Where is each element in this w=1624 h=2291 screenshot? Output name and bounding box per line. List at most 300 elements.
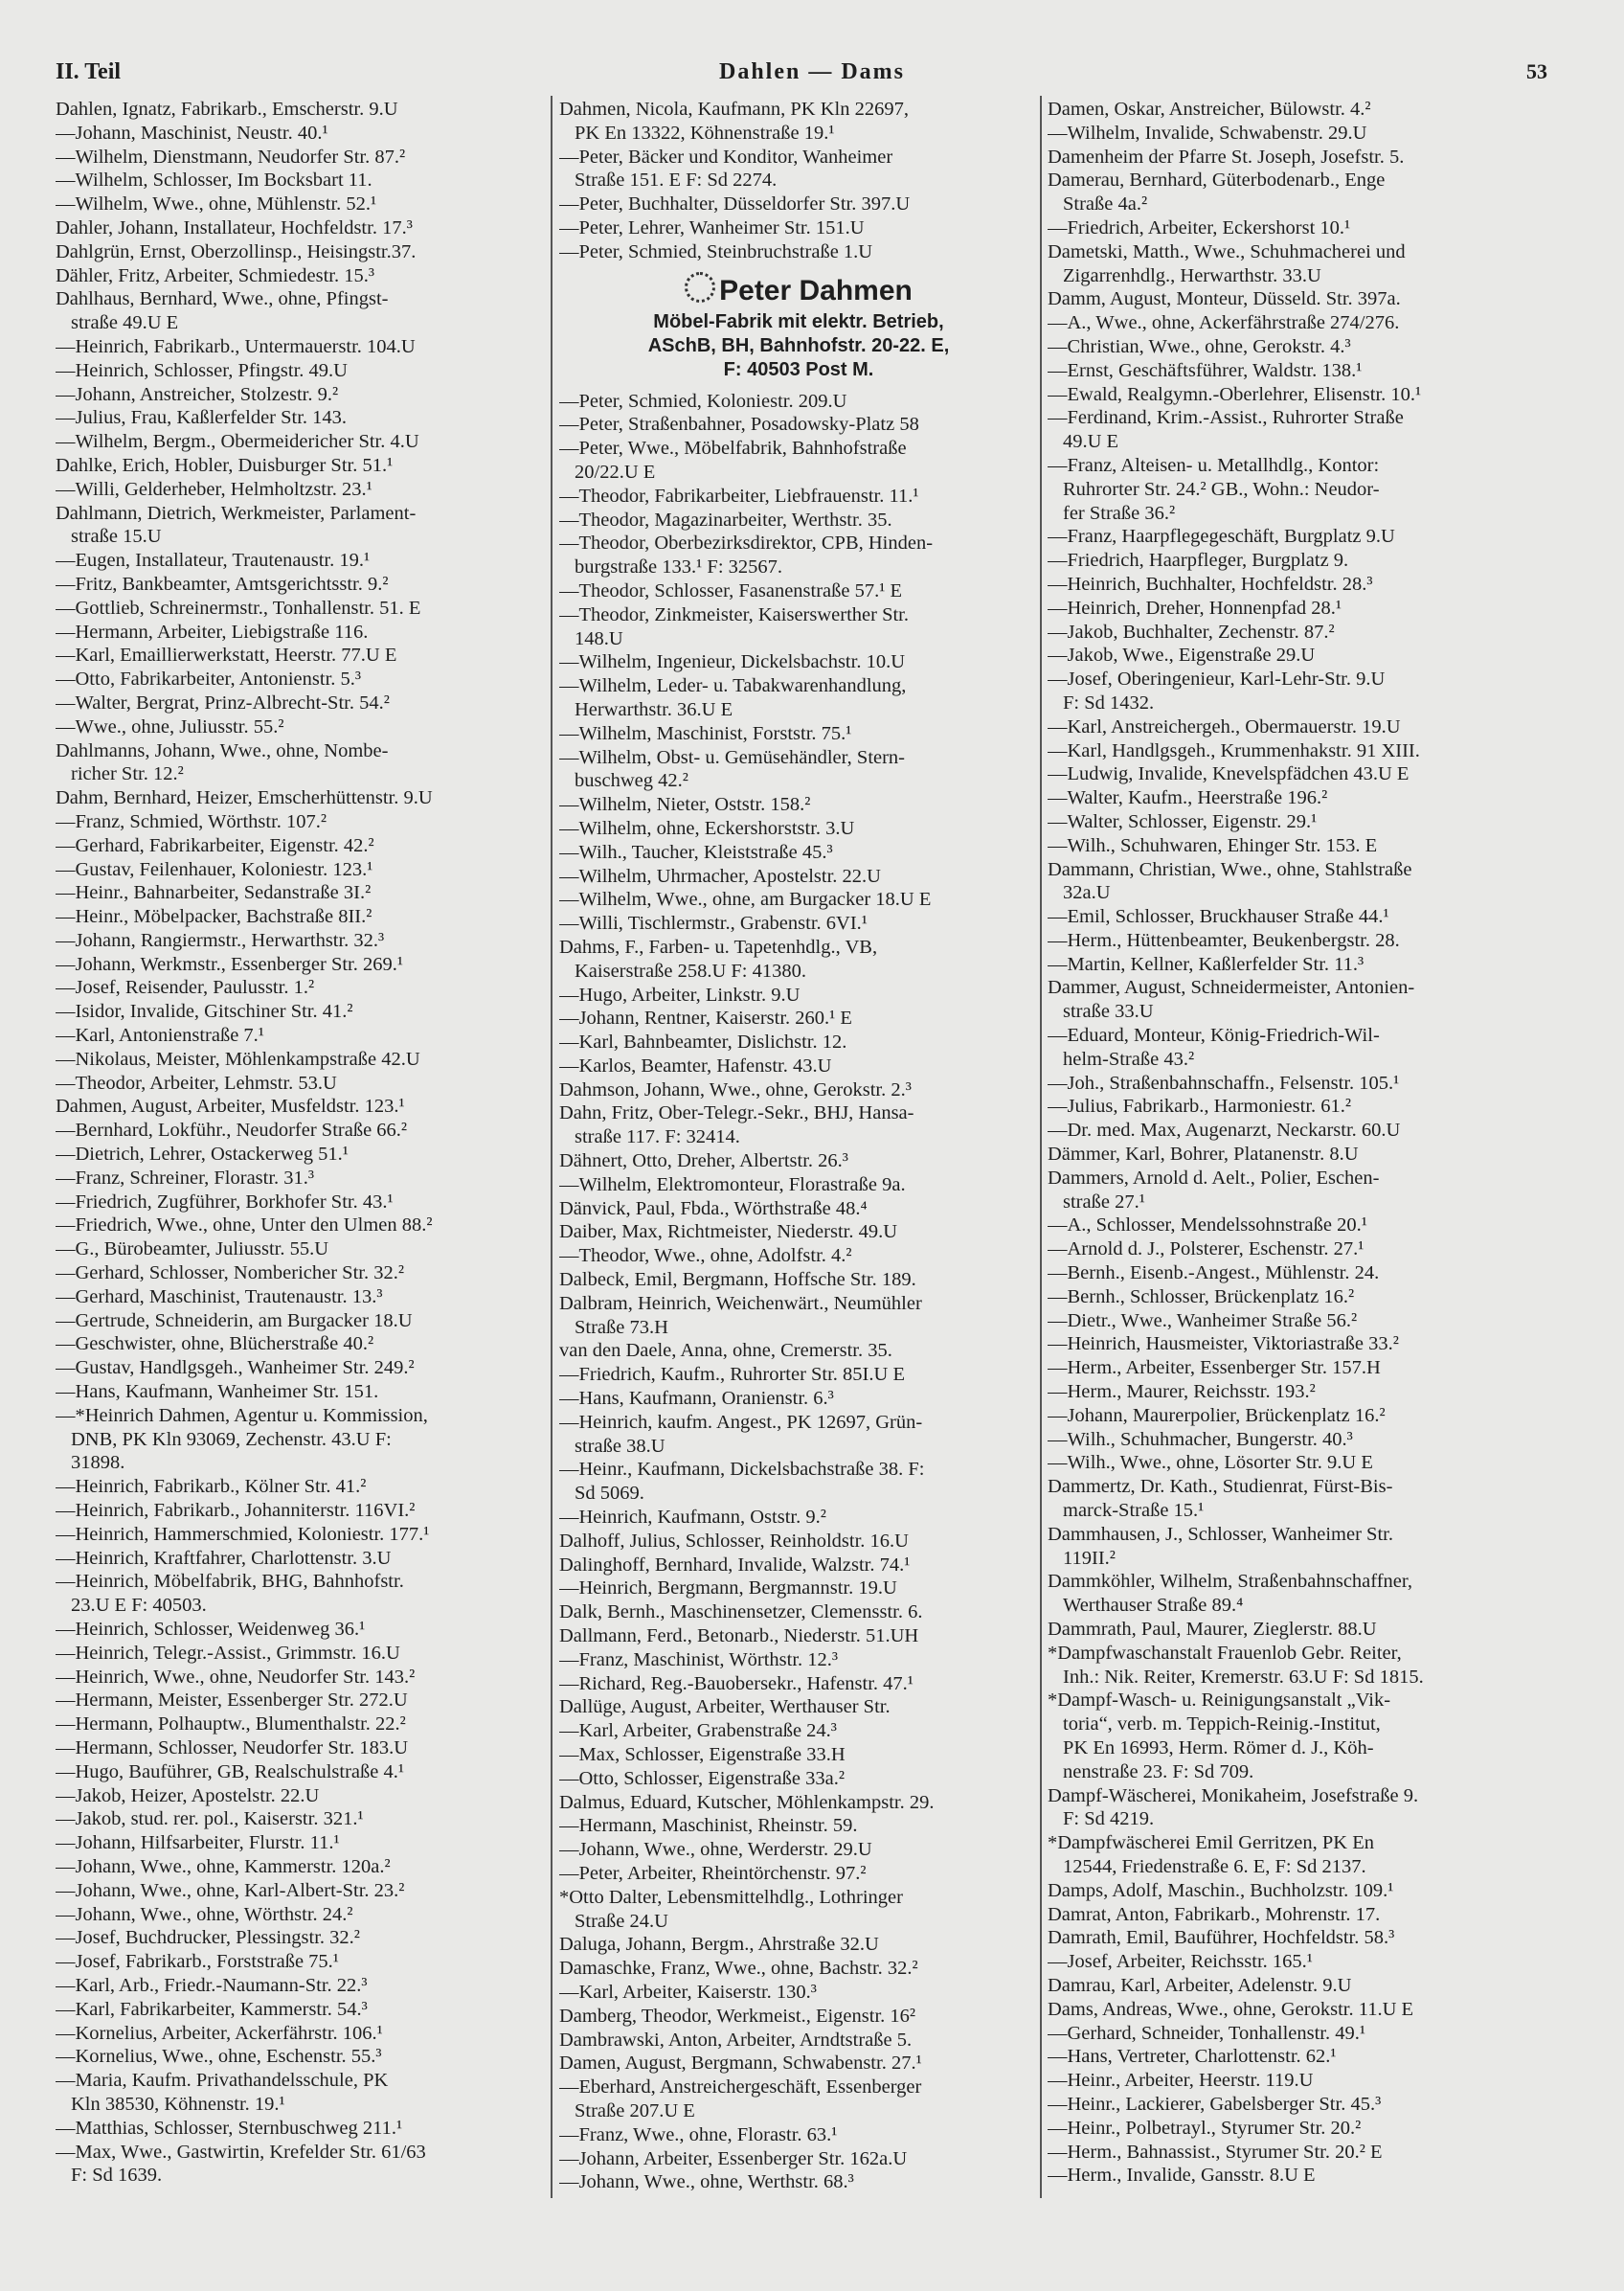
entry-line: Dahlke, Erich, Hobler, Duisburger Str. 51.¹ xyxy=(56,454,394,476)
directory-entry xyxy=(56,1689,546,1713)
directory-entry xyxy=(559,1007,1038,1031)
directory-entry xyxy=(559,1244,1038,1268)
directory-entry xyxy=(56,478,546,502)
directory-entry xyxy=(559,437,1038,485)
directory-entry xyxy=(56,1998,546,2022)
entry-continuation-line: helm-Straße 43.² xyxy=(1063,1048,1195,1070)
directory-entry xyxy=(56,1167,546,1191)
directory-entry xyxy=(559,1101,1038,1149)
entry-line: Dahlmann, Dietrich, Werkmeister, Parlament- xyxy=(56,502,417,524)
directory-entry xyxy=(56,929,546,953)
directory-entry xyxy=(1048,1950,1580,1974)
entry-line: Dämmer, Karl, Bohrer, Platanenstr. 8.U xyxy=(1048,1144,1359,1166)
directory-entry xyxy=(56,1072,546,1096)
directory-entry xyxy=(559,722,1038,746)
entry-line: —Bernhard, Lokführ., Neudorfer Straße 66.² xyxy=(56,1120,408,1142)
entry-line: —Heinrich, Hammerschmied, Koloniestr. 177.¹ xyxy=(56,1523,430,1545)
directory-entry xyxy=(1048,1570,1580,1618)
directory-entry xyxy=(559,1149,1038,1173)
entry-line: —Wilhelm, Dienstmann, Neudorfer Str. 87.² xyxy=(56,146,406,168)
directory-entry xyxy=(559,936,1038,984)
directory-entry xyxy=(1048,1072,1580,1096)
entry-line: —Herm., Arbeiter, Essenberger Str. 157.H xyxy=(1048,1357,1381,1379)
entry-continuation-line: straße 33.U xyxy=(1063,1001,1154,1023)
entry-line: —Theodor, Wwe., ohne, Adolfstr. 4.² xyxy=(559,1245,852,1267)
directory-entry xyxy=(559,2147,1038,2171)
entry-line: —Gerhard, Maschinist, Trautenaustr. 13.³ xyxy=(56,1285,383,1307)
entry-line: Damrat, Anton, Fabrikarb., Mohrenstr. 17. xyxy=(1048,1903,1381,1925)
directory-entry xyxy=(1048,2141,1580,2165)
entry-line: —Heinrich, Kaufmann, Oststr. 9.² xyxy=(559,1507,826,1529)
ad-line: ASchB, BH, Bahnhofstr. 20-22. E, xyxy=(647,334,950,356)
directory-entry xyxy=(1048,597,1580,621)
directory-entry xyxy=(56,810,546,834)
entry-line: *Dampfwaschanstalt Frauenlob Gebr. Reiter, xyxy=(1048,1642,1402,1664)
directory-entry xyxy=(1048,1618,1580,1642)
entry-line: —Karl, Bahnbeamter, Dislichstr. 12. xyxy=(559,1032,847,1054)
entry-line: —Wilhelm, Nieter, Oststr. 158.² xyxy=(559,794,811,816)
entry-continuation-line: straße 15.U xyxy=(71,526,162,548)
directory-entry xyxy=(559,579,1038,603)
directory-entry xyxy=(559,1363,1038,1387)
entry-line: —Fritz, Bankbeamter, Amtsgerichtsstr. 9.² xyxy=(56,573,389,595)
directory-entry xyxy=(559,2076,1038,2123)
entry-line: —Theodor, Arbeiter, Lehmstr. 53.U xyxy=(56,1072,337,1094)
ad-line: Möbel-Fabrik mit elektr. Betrieb, xyxy=(653,310,944,332)
directory-entry xyxy=(56,1475,546,1499)
directory-entry xyxy=(56,383,546,407)
entry-continuation-line: 20/22.U E xyxy=(575,461,656,483)
directory-entry xyxy=(56,1784,546,1808)
entry-line: —Peter, Bäcker und Konditor, Wanheimer xyxy=(559,146,893,168)
entry-line: —Hermann, Arbeiter, Liebigstraße 116. xyxy=(56,621,369,643)
directory-entry xyxy=(56,1214,546,1237)
directory-entry xyxy=(56,359,546,383)
entry-line: —Jakob, Buchhalter, Zechenstr. 87.² xyxy=(1048,621,1335,643)
directory-entry xyxy=(559,509,1038,533)
entry-line: —Peter, Arbeiter, Rheintörchenstr. 97.² xyxy=(559,1862,867,1884)
entry-line: —Martin, Kellner, Kaßlerfelder Str. 11.³ xyxy=(1048,953,1365,975)
directory-entry xyxy=(559,674,1038,722)
entry-line: —Herm., Maurer, Reichsstr. 193.² xyxy=(1048,1381,1316,1403)
entry-line: —Franz, Maschinist, Wörthstr. 12.³ xyxy=(559,1648,839,1670)
entry-line: *Dampf-Wasch- u. Reinigungsanstalt „Vik- xyxy=(1048,1690,1391,1712)
directory-entry xyxy=(56,2141,546,2189)
directory-entry xyxy=(1048,1309,1580,1333)
entry-line: —Heinrich, Hausmeister, Viktoriastraße 33.² xyxy=(1048,1333,1399,1355)
directory-entry xyxy=(1048,1974,1580,1998)
directory-entry xyxy=(1048,786,1580,810)
directory-entry xyxy=(56,1356,546,1380)
entry-line: —Johann, Anstreicher, Stolzestr. 9.² xyxy=(56,383,339,405)
entry-line: —Gustav, Feilenhauer, Koloniestr. 123.¹ xyxy=(56,858,373,880)
entry-line: *Dampfwäscherei Emil Gerritzen, PK En xyxy=(1048,1832,1374,1854)
entry-line: —Jakob, Wwe., Eigenstraße 29.U xyxy=(1048,645,1316,667)
entry-line: —Hermann, Schlosser, Neudorfer Str. 183.U xyxy=(56,1736,409,1758)
directory-entry xyxy=(559,1458,1038,1506)
directory-entry xyxy=(559,1719,1038,1743)
directory-entry xyxy=(559,240,1038,264)
entry-line: Dahlhaus, Bernhard, Wwe., ohne, Pfingst- xyxy=(56,288,389,310)
advertisement-peter-dahmen xyxy=(559,272,1038,382)
entry-line: Dahlgrün, Ernst, Oberzollinsp., Heisingstr.37. xyxy=(56,240,417,262)
entry-line: —Peter, Lehrer, Wanheimer Str. 151.U xyxy=(559,216,865,238)
entry-line: —Johann, Wwe., ohne, Wörthstr. 24.² xyxy=(56,1903,353,1925)
entry-continuation-line: toria“, verb. m. Teppich-Reinig.-Institut, xyxy=(1063,1713,1381,1735)
entry-line: Damen, August, Bergmann, Schwabenstr. 27.¹ xyxy=(559,2053,922,2075)
entry-line: —Hermann, Maschinist, Rheinstr. 59. xyxy=(559,1815,858,1837)
directory-entry xyxy=(56,1499,546,1523)
entry-line: —Franz, Schmied, Wörthstr. 107.² xyxy=(56,810,327,832)
column-divider xyxy=(1040,96,1042,2198)
entry-line: —Heinr., Kaufmann, Dickelsbachstraße 38. F: xyxy=(559,1459,925,1481)
entry-line: Dahmson, Johann, Wwe., ohne, Gerokstr. 2.³ xyxy=(559,1078,912,1100)
directory-entry xyxy=(559,2170,1038,2194)
directory-entry xyxy=(559,1648,1038,1672)
entry-line: —Franz, Alteisen- u. Metallhdlg., Kontor: xyxy=(1048,454,1380,476)
directory-entry xyxy=(559,1078,1038,1102)
entry-continuation-line: PK En 16993, Herm. Römer d. J., Köh- xyxy=(1063,1736,1374,1758)
directory-entry xyxy=(559,1197,1038,1221)
directory-entry xyxy=(1048,929,1580,953)
entry-continuation-line: Inh.: Nik. Reiter, Kremerstr. 63.U F: Sd 1815. xyxy=(1063,1666,1424,1688)
entry-line: Dammköhler, Wilhelm, Straßenbahnschaffner, xyxy=(1048,1571,1413,1593)
directory-entry xyxy=(56,1191,546,1214)
directory-entry xyxy=(559,1743,1038,1767)
directory-entry xyxy=(56,1666,546,1690)
directory-entry xyxy=(1048,549,1580,573)
entry-line: —G., Bürobeamter, Juliusstr. 55.U xyxy=(56,1238,329,1260)
directory-entry xyxy=(1048,146,1580,170)
entry-continuation-line: 12544, Friedenstraße 6. E, F: Sd 2137. xyxy=(1063,1855,1366,1877)
entry-continuation-line: richer Str. 12.² xyxy=(71,763,184,785)
entry-line: —Wilhelm, Elektromonteur, Florastraße 9a. xyxy=(559,1173,906,1195)
entry-continuation-line: Straße 151. E F: Sd 2274. xyxy=(575,170,778,192)
directory-entry xyxy=(56,1000,546,1024)
entry-continuation-line: F: Sd 4219. xyxy=(1063,1808,1155,1830)
directory-entry xyxy=(1048,383,1580,407)
directory-entry xyxy=(56,1024,546,1048)
entry-line: —Max, Schlosser, Eigenstraße 33.H xyxy=(559,1744,846,1765)
entry-line: —A., Wwe., ohne, Ackerfährstraße 274/276. xyxy=(1048,312,1400,334)
directory-entry xyxy=(1048,2117,1580,2141)
entry-line: —Maria, Kaufm. Privathandelsschule, PK xyxy=(56,2070,389,2092)
entry-line: Dahm, Bernhard, Heizer, Emscherhüttenstr. 9.U xyxy=(56,787,433,809)
directory-column-3 xyxy=(1048,98,1580,2188)
directory-entry xyxy=(559,1339,1038,1363)
entry-line: —Heinrich, Kraftfahrer, Charlottenstr. 3.U xyxy=(56,1547,392,1569)
directory-entry xyxy=(1048,1998,1580,2022)
entry-continuation-line: F: Sd 1432. xyxy=(1063,692,1155,714)
entry-continuation-line: 32a.U xyxy=(1063,882,1111,904)
entry-line: —Wilhelm, Ingenieur, Dickelsbachstr. 10.U xyxy=(559,651,906,673)
entry-line: —*Heinrich Dahmen, Agentur u. Kommission, xyxy=(56,1404,428,1426)
directory-entry xyxy=(1048,715,1580,739)
entry-line: —Karl, Arbeiter, Grabenstraße 24.³ xyxy=(559,1720,837,1742)
part-label: II. Teil xyxy=(56,59,122,84)
directory-entry xyxy=(1048,1332,1580,1356)
entry-line: Dallmann, Ferd., Betonarb., Niederstr. 51.UH xyxy=(559,1625,919,1647)
directory-entry xyxy=(56,881,546,905)
entry-continuation-line: PK En 13322, Köhnenstraße 19.¹ xyxy=(575,122,835,144)
entry-line: Dahmen, Nicola, Kaufmann, PK Kln 22697, xyxy=(559,99,909,120)
entry-line: Damen, Oskar, Anstreicher, Bülowstr. 4.² xyxy=(1048,99,1371,120)
directory-entry xyxy=(1048,240,1580,288)
directory-entry xyxy=(56,240,546,264)
entry-line: —Karl, Arbeiter, Kaiserstr. 130.³ xyxy=(559,1981,817,2003)
entry-line: —Heinrich, Schlosser, Pfingstr. 49.U xyxy=(56,359,348,381)
directory-entry xyxy=(1048,335,1580,359)
entry-line: —Friedrich, Arbeiter, Eckershorst 10.¹ xyxy=(1048,216,1351,238)
entry-line: Damberg, Theodor, Werkmeist., Eigenstr. 16² xyxy=(559,2005,916,2027)
entry-line: Dähnert, Otto, Dreher, Albertstr. 26.³ xyxy=(559,1150,848,1172)
entry-line: Daiber, Max, Richtmeister, Niederstr. 49.U xyxy=(559,1221,898,1243)
directory-entry xyxy=(1048,1237,1580,1261)
directory-entry xyxy=(56,668,546,692)
entry-line: —Karl, Emaillierwerkstatt, Heerstr. 77.U E xyxy=(56,645,397,667)
entry-line: Dahlen, Ignatz, Fabrikarb., Emscherstr. 9.U xyxy=(56,99,398,120)
directory-entry xyxy=(1048,359,1580,383)
directory-entry xyxy=(1048,1784,1580,1832)
entry-line: —Wilhelm, Obst- u. Gemüsehändler, Stern- xyxy=(559,746,906,768)
entry-line: —Ludwig, Invalide, Knevelspfädchen 43.U E xyxy=(1048,763,1410,785)
entry-continuation-line: 31898. xyxy=(71,1452,125,1474)
directory-entry xyxy=(56,1380,546,1404)
entry-line: —Hans, Kaufmann, Oranienstr. 6.³ xyxy=(559,1388,834,1410)
entry-line: —Herm., Hüttenbeamter, Beukenbergstr. 28. xyxy=(1048,929,1400,951)
directory-entry xyxy=(56,502,546,550)
directory-entry xyxy=(1048,1285,1580,1309)
directory-entry xyxy=(559,1957,1038,1981)
directory-entry xyxy=(559,1292,1038,1340)
directory-entry xyxy=(559,1387,1038,1411)
directory-entry xyxy=(1048,573,1580,597)
directory-entry xyxy=(1048,2022,1580,2046)
directory-entry xyxy=(559,485,1038,509)
entry-line: —Theodor, Schlosser, Fasanenstraße 57.¹ E xyxy=(559,579,903,601)
entry-continuation-line: DNB, PK Kln 93069, Zechenstr. 43.U F: xyxy=(71,1428,392,1450)
directory-entry xyxy=(1048,2164,1580,2188)
entry-line: —Friedrich, Haarpfleger, Burgplatz 9. xyxy=(1048,550,1349,572)
directory-entry xyxy=(1048,1143,1580,1167)
entry-line: —Wilhelm, ohne, Eckershorststr. 3.U xyxy=(559,817,855,839)
entry-line: —Eduard, Monteur, König-Friedrich-Wil- xyxy=(1048,1025,1380,1047)
directory-entry xyxy=(559,746,1038,794)
entry-line: —A., Schlosser, Mendelssohnstraße 20.¹ xyxy=(1048,1214,1367,1236)
directory-entry xyxy=(559,841,1038,865)
entry-continuation-line: 119II.² xyxy=(1063,1547,1116,1569)
directory-entry xyxy=(1048,621,1580,645)
directory-entry xyxy=(559,216,1038,240)
entry-line: —Hermann, Meister, Essenberger Str. 272.U xyxy=(56,1690,408,1712)
entry-line: —Heinrich, Wwe., ohne, Neudorfer Str. 143.² xyxy=(56,1666,416,1688)
entry-line: —Johann, Hilfsarbeiter, Flurstr. 11.¹ xyxy=(56,1832,340,1854)
entry-line: —Peter, Schmied, Steinbruchstraße 1.U xyxy=(559,240,873,262)
directory-entry xyxy=(1048,311,1580,335)
entry-continuation-line: Kaiserstraße 258.U F: 41380. xyxy=(575,960,806,982)
directory-entry xyxy=(56,573,546,597)
directory-entry xyxy=(559,1886,1038,1934)
entry-line: Dähler, Fritz, Arbeiter, Schmiedestr. 15.³ xyxy=(56,264,374,286)
entry-continuation-line: Ruhrorter Str. 24.² GB., Wohn.: Neudor- xyxy=(1063,478,1380,500)
entry-line: —Gerhard, Schlosser, Nombericher Str. 32.² xyxy=(56,1262,404,1284)
entry-line: —Peter, Schmied, Koloniestr. 209.U xyxy=(559,390,847,412)
directory-entry xyxy=(559,888,1038,912)
entry-line: —Heinrich, Bergmann, Bergmannstr. 19.U xyxy=(559,1577,897,1599)
directory-entry xyxy=(56,2022,546,2046)
entry-line: —Heinrich, Fabrikarb., Kölner Str. 41.² xyxy=(56,1476,367,1498)
directory-entry xyxy=(1048,98,1580,122)
directory-entry xyxy=(1048,122,1580,146)
directory-entry xyxy=(56,692,546,715)
entry-line: —Peter, Wwe., Möbelfabrik, Bahnhofstraße xyxy=(559,438,907,460)
entry-line: —Hermann, Polhauptw., Blumenthalstr. 22.² xyxy=(56,1713,406,1735)
directory-entry xyxy=(1048,976,1580,1024)
entry-line: —Willi, Gelderheber, Helmholtzstr. 23.¹ xyxy=(56,478,372,500)
directory-entry xyxy=(559,1791,1038,1815)
directory-entry xyxy=(1048,2093,1580,2117)
entry-continuation-line: Straße 4a.² xyxy=(1063,193,1148,215)
directory-entry xyxy=(559,1767,1038,1791)
entry-line: —Hans, Kaufmann, Wanheimer Str. 151. xyxy=(56,1381,379,1403)
directory-entry xyxy=(559,1268,1038,1292)
entry-line: —Josef, Reisender, Paulusstr. 1.² xyxy=(56,977,315,999)
entry-line: —Heinr., Möbelpacker, Bachstraße 8II.² xyxy=(56,906,372,928)
directory-entry xyxy=(559,2005,1038,2029)
entry-line: —Friedrich, Zugführer, Borkhofer Str. 43.¹ xyxy=(56,1191,394,1213)
directory-entry xyxy=(56,953,546,977)
entry-line: —Josef, Oberingenieur, Karl-Lehr-Str. 9.U xyxy=(1048,669,1386,691)
directory-entry xyxy=(559,1554,1038,1577)
directory-entry xyxy=(56,1570,546,1618)
directory-entry xyxy=(559,650,1038,674)
directory-entry xyxy=(559,1838,1038,1862)
entry-line: —Franz, Schreiner, Florastr. 31.³ xyxy=(56,1167,315,1189)
entry-line: —Kornelius, Arbeiter, Ackerfährstr. 106.¹ xyxy=(56,2022,383,2044)
entry-line: Dammhausen, J., Schlosser, Wanheimer Str. xyxy=(1048,1523,1393,1545)
directory-entry xyxy=(1048,1689,1580,1783)
directory-entry xyxy=(56,1119,546,1143)
entry-line: Dampf-Wäscherei, Monikaheim, Josefstraße 9. xyxy=(1048,1784,1419,1806)
entry-line: Dalbeck, Emil, Bergmann, Hoffsche Str. 189. xyxy=(559,1269,916,1291)
directory-entry xyxy=(1048,216,1580,240)
entry-line: —Joh., Straßenbahnschaffn., Felsenstr. 105.¹ xyxy=(1048,1072,1400,1094)
ad-title-row xyxy=(559,272,1038,310)
entry-line: —Wilh., Taucher, Kleiststraße 45.³ xyxy=(559,841,833,863)
directory-entry xyxy=(56,834,546,858)
entry-line: Damaschke, Franz, Wwe., ohne, Bachstr. 32.² xyxy=(559,1958,918,1980)
directory-entry xyxy=(559,1600,1038,1624)
entry-continuation-line: Kln 38530, Köhnenstr. 19.¹ xyxy=(71,2093,285,2115)
entry-line: Damrath, Emil, Bauführer, Hochfeldstr. 58.³ xyxy=(1048,1927,1395,1949)
directory-entry xyxy=(559,1672,1038,1696)
entry-line: —Wilhelm, Wwe., ohne, Mühlenstr. 52.¹ xyxy=(56,193,377,215)
entry-line: —Willi, Tischlermstr., Grabenstr. 6VI.¹ xyxy=(559,913,868,935)
directory-entry xyxy=(559,817,1038,841)
directory-entry xyxy=(56,1855,546,1879)
entry-line: —Heinrich, Fabrikarb., Untermauerstr. 104.U xyxy=(56,335,416,357)
entry-line: Dammann, Christian, Wwe., ohne, Stahlstraße xyxy=(1048,858,1412,880)
entry-line: —Wilhelm, Uhrmacher, Apostelstr. 22.U xyxy=(559,865,881,887)
directory-entry xyxy=(1048,1475,1580,1523)
directory-entry xyxy=(1048,834,1580,858)
entry-line: —Arnold d. J., Polsterer, Eschenstr. 27.¹ xyxy=(1048,1238,1365,1260)
entry-line: —Heinr., Arbeiter, Heerstr. 119.U xyxy=(1048,2070,1314,2092)
entry-line: —Franz, Haarpflegegeschäft, Burgplatz 9.U xyxy=(1048,526,1395,548)
directory-entry xyxy=(56,786,546,810)
entry-line: —Eberhard, Anstreichergeschäft, Essenberger xyxy=(559,2076,922,2098)
entry-line: —Otto, Schlosser, Eigenstraße 33a.² xyxy=(559,1767,845,1789)
directory-entry xyxy=(559,1862,1038,1886)
directory-entry xyxy=(56,1618,546,1642)
entry-line: Dammers, Arnold d. Aelt., Polier, Eschen- xyxy=(1048,1167,1380,1189)
directory-entry xyxy=(559,865,1038,889)
directory-column-1 xyxy=(56,98,546,2188)
directory-entry xyxy=(56,1903,546,1927)
ad-line: F: 40503 Post M. xyxy=(723,358,874,380)
entry-line: —Nikolaus, Meister, Möhlenkampstraße 42.U xyxy=(56,1048,420,1070)
entry-line: —Heinrich, Telegr.-Assist., Grimmstr. 16.U xyxy=(56,1642,400,1664)
directory-entry xyxy=(1048,1523,1580,1571)
directory-entry xyxy=(1048,1831,1580,1879)
entry-line: —Eugen, Installateur, Trautenaustr. 19.¹ xyxy=(56,550,371,572)
entry-line: —Johann, Maschinist, Neustr. 40.¹ xyxy=(56,122,328,144)
directory-entry xyxy=(559,146,1038,193)
entry-line: —Gottlieb, Schreinermstr., Tonhallenstr. 51. E xyxy=(56,597,421,619)
entry-continuation-line: straße 27.¹ xyxy=(1063,1191,1145,1213)
entry-continuation-line: buschweg 42.² xyxy=(575,770,688,792)
directory-entry xyxy=(56,739,546,787)
directory-entry xyxy=(1048,2069,1580,2093)
entry-line: —Wilh., Schuhmacher, Bungerstr. 40.³ xyxy=(1048,1428,1353,1450)
entry-line: —Wwe., ohne, Juliusstr. 55.² xyxy=(56,715,284,737)
directory-entry xyxy=(56,1143,546,1167)
directory-entry xyxy=(1048,1404,1580,1428)
running-head: Dahlen — Dams xyxy=(718,59,905,84)
entry-line: —Josef, Arbeiter, Reichsstr. 165.¹ xyxy=(1048,1951,1313,1973)
directory-entry xyxy=(1048,1903,1580,1927)
entry-line: Dahlmanns, Johann, Wwe., ohne, Nombe- xyxy=(56,739,389,761)
directory-entry xyxy=(559,413,1038,437)
entry-line: —Friedrich, Wwe., ohne, Unter den Ulmen 88.² xyxy=(56,1214,433,1236)
entry-line: —Kornelius, Wwe., ohne, Eschenstr. 55.³ xyxy=(56,2046,382,2068)
entry-continuation-line: Straße 207.U E xyxy=(575,2099,695,2121)
directory-entry xyxy=(1048,1428,1580,1452)
entry-line: —Dr. med. Max, Augenarzt, Neckarstr. 60.U xyxy=(1048,1120,1401,1142)
entry-line: —Karl, Handlgsgeh., Krummenhakstr. 91 XIII. xyxy=(1048,739,1420,761)
entry-line: —Karl, Anstreichergeh., Obermauerstr. 19.U xyxy=(1048,715,1401,737)
entry-line: Dahler, Johann, Installateur, Hochfeldstr. 17.³ xyxy=(56,216,413,238)
directory-entry xyxy=(56,1879,546,1903)
entry-line: Dalmus, Eduard, Kutscher, Möhlenkampstr. 29. xyxy=(559,1791,935,1813)
directory-entry xyxy=(56,976,546,1000)
entry-line: Dammer, August, Schneidermeister, Antonien- xyxy=(1048,977,1415,999)
entry-line: —Herm., Invalide, Gansstr. 8.U E xyxy=(1048,2165,1316,2187)
directory-entry xyxy=(1048,1879,1580,1903)
entry-line: —Max, Wwe., Gastwirtin, Krefelder Str. 61/63 xyxy=(56,2141,426,2163)
entry-line: —Otto, Fabrikarbeiter, Antonienstr. 5.³ xyxy=(56,669,362,691)
entry-line: Dambrawski, Anton, Arbeiter, Arndtstraße 5. xyxy=(559,2029,913,2051)
directory-entry xyxy=(56,1237,546,1261)
entry-line: —Matthias, Schlosser, Sternbuschweg 211.¹ xyxy=(56,2117,403,2139)
directory-entry xyxy=(56,335,546,359)
directory-entry xyxy=(56,2069,546,2117)
entry-line: —Theodor, Oberbezirksdirektor, CPB, Hinden- xyxy=(559,533,934,555)
directory-entry xyxy=(1048,1451,1580,1475)
entry-line: —Ewald, Realgymn.-Oberlehrer, Elisenstr. 10.¹ xyxy=(1048,383,1422,405)
directory-entry xyxy=(1048,454,1580,525)
entry-line: Damrau, Karl, Arbeiter, Adelenstr. 9.U xyxy=(1048,1974,1352,1996)
